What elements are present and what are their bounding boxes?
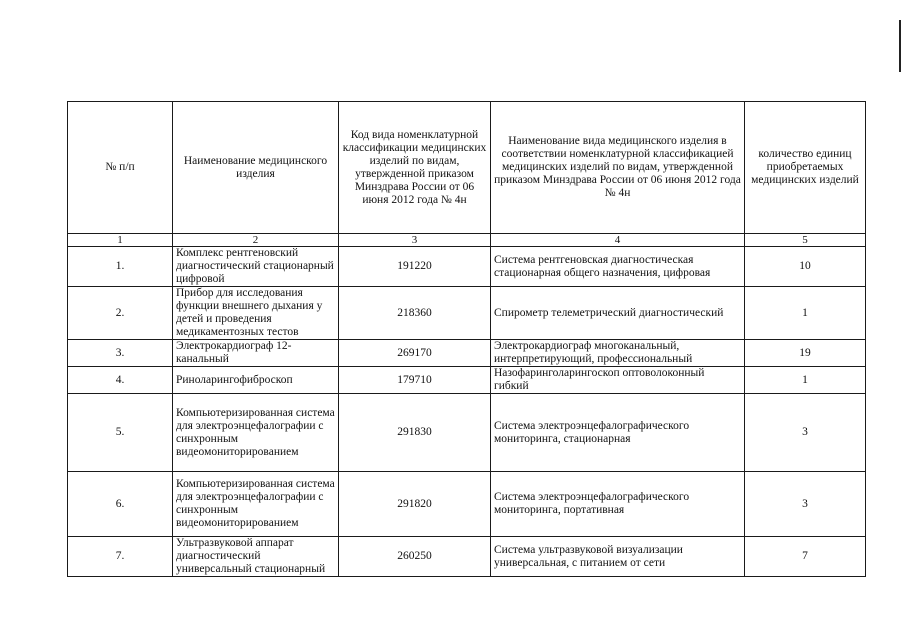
medical-devices-table — [67, 101, 866, 577]
device-kind: Система рентгеновская диагностическая стационарная общего назначения, цифровая — [491, 247, 745, 287]
device-name: Комплекс рентгеновский диагностический стационарный цифровой — [173, 247, 339, 287]
device-quantity: 3 — [745, 472, 866, 537]
device-name: Прибор для исследования функции внешнего дыхания у детей и проведения медикаментозных тестов — [173, 287, 339, 340]
column-number: 2 — [173, 234, 339, 247]
device-quantity: 1 — [745, 287, 866, 340]
row-number: 4. — [68, 367, 173, 394]
table-row — [68, 472, 866, 537]
device-code: 191220 — [339, 247, 491, 287]
column-number-row — [68, 234, 866, 247]
header-cell-device-name: Наименование медицинского изделия — [173, 102, 339, 234]
device-kind: Система электроэнцефалографического мониторинга, портативная — [491, 472, 745, 537]
device-kind: Система ультразвуковой визуализации универсальная, с питанием от сети — [491, 537, 745, 577]
column-number: 4 — [491, 234, 745, 247]
row-number: 5. — [68, 394, 173, 472]
device-kind: Система электроэнцефалографического мониторинга, стационарная — [491, 394, 745, 472]
device-code: 218360 — [339, 287, 491, 340]
device-kind: Спирометр телеметрический диагностический — [491, 287, 745, 340]
table-row — [68, 394, 866, 472]
device-code: 291820 — [339, 472, 491, 537]
table-row — [68, 340, 866, 367]
page-edge-line — [899, 20, 901, 72]
device-code: 179710 — [339, 367, 491, 394]
device-quantity: 3 — [745, 394, 866, 472]
device-name: Ультразвуковой аппарат диагностический универсальный стационарный — [173, 537, 339, 577]
device-quantity: 7 — [745, 537, 866, 577]
device-quantity: 19 — [745, 340, 866, 367]
device-code: 291830 — [339, 394, 491, 472]
table-row — [68, 287, 866, 340]
row-number: 6. — [68, 472, 173, 537]
header-cell-number: № п/п — [68, 102, 173, 234]
column-number: 3 — [339, 234, 491, 247]
device-quantity: 1 — [745, 367, 866, 394]
column-number: 5 — [745, 234, 866, 247]
table-row — [68, 537, 866, 577]
device-kind: Электрокардиограф многоканальный, интерпретирующий, профессиональный — [491, 340, 745, 367]
row-number: 2. — [68, 287, 173, 340]
device-name: Компьютеризированная система для электроэнцефалографии с синхронным видеомониторированием — [173, 394, 339, 472]
device-name: Риноларингофиброскоп — [173, 367, 339, 394]
row-number: 1. — [68, 247, 173, 287]
table-row — [68, 247, 866, 287]
device-kind: Назофаринголарингоскоп оптоволоконный гибкий — [491, 367, 745, 394]
device-name: Электрокардиограф 12-канальный — [173, 340, 339, 367]
device-quantity: 10 — [745, 247, 866, 287]
header-cell-code: Код вида номенклатурной классификации медицинских изделий по видам, утвержденной приказом Минздрава России от 06 июня 2012 года № 4н — [339, 102, 491, 234]
table-row — [68, 367, 866, 394]
row-number: 3. — [68, 340, 173, 367]
row-number: 7. — [68, 537, 173, 577]
device-code: 260250 — [339, 537, 491, 577]
column-number: 1 — [68, 234, 173, 247]
header-cell-kind-name: Наименование вида медицинского изделия в соответствии номенклатурной классификацией медицинских изделий по видам, утвержденной приказом Минздрава России от 06 июня 2012 года № 4н — [491, 102, 745, 234]
header-cell-quantity: количество единиц приобретаемых медицинских изделий — [745, 102, 866, 234]
device-code: 269170 — [339, 340, 491, 367]
header-row — [68, 102, 866, 234]
device-name: Компьютеризированная система для электроэнцефалографии с синхронным видеомониторированием — [173, 472, 339, 537]
